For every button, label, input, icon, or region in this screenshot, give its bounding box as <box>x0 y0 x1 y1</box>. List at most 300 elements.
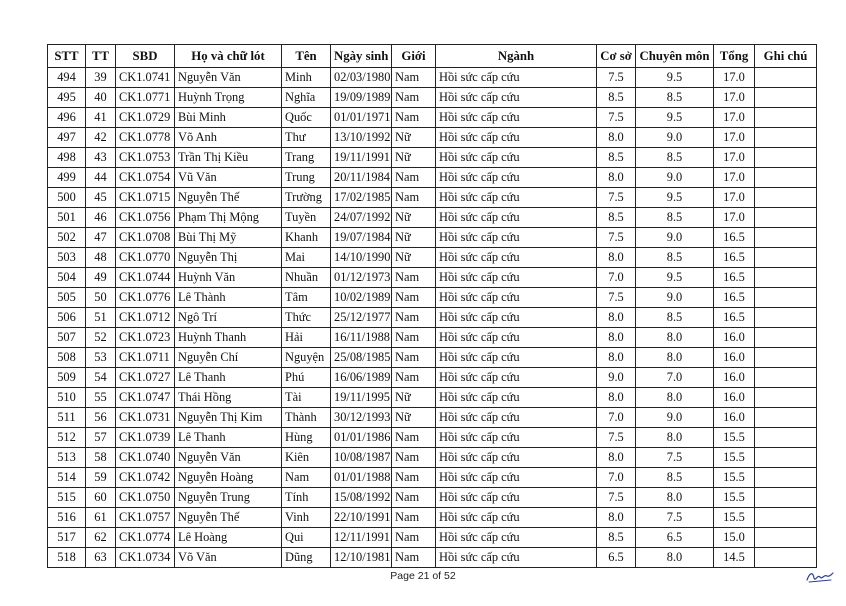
cell-ngay-sinh: 16/11/1988 <box>331 328 392 348</box>
cell-gioi: Nam <box>392 308 436 328</box>
cell-tong: 17.0 <box>714 188 755 208</box>
cell-ho-va-chu-lot: Bùi Thị Mỹ <box>175 228 282 248</box>
cell-ghi-chu <box>755 88 817 108</box>
cell-stt: 511 <box>48 408 86 428</box>
cell-stt: 515 <box>48 488 86 508</box>
page-footer: Page 21 of 52 <box>390 570 456 582</box>
cell-co-so: 8.0 <box>597 348 636 368</box>
table-row <box>48 348 817 368</box>
cell-ghi-chu <box>755 168 817 188</box>
cell-nganh: Hồi sức cấp cứu <box>436 108 597 128</box>
cell-ho-va-chu-lot: Lê Thanh <box>175 368 282 388</box>
cell-ngay-sinh: 01/12/1973 <box>331 268 392 288</box>
cell-ghi-chu <box>755 148 817 168</box>
cell-stt: 513 <box>48 448 86 468</box>
cell-nganh: Hồi sức cấp cứu <box>436 548 597 568</box>
cell-tong: 16.0 <box>714 328 755 348</box>
table-row <box>48 268 817 288</box>
cell-ngay-sinh: 19/09/1989 <box>331 88 392 108</box>
cell-stt: 505 <box>48 288 86 308</box>
cell-sbd: CK1.0708 <box>116 228 175 248</box>
cell-tt: 60 <box>86 488 116 508</box>
cell-gioi: Nam <box>392 168 436 188</box>
cell-nganh: Hồi sức cấp cứu <box>436 168 597 188</box>
cell-chuyen-mon: 8.0 <box>636 328 714 348</box>
cell-chuyen-mon: 9.0 <box>636 228 714 248</box>
cell-gioi: Nam <box>392 68 436 88</box>
cell-ngay-sinh: 25/08/1985 <box>331 348 392 368</box>
cell-nganh: Hồi sức cấp cứu <box>436 488 597 508</box>
cell-tt: 51 <box>86 308 116 328</box>
cell-tt: 63 <box>86 548 116 568</box>
cell-gioi: Nam <box>392 508 436 528</box>
header-tt: TT <box>86 45 116 68</box>
cell-sbd: CK1.0729 <box>116 108 175 128</box>
cell-gioi: Nam <box>392 288 436 308</box>
cell-co-so: 7.0 <box>597 268 636 288</box>
cell-stt: 506 <box>48 308 86 328</box>
table-row <box>48 128 817 148</box>
cell-ngay-sinh: 19/11/1995 <box>331 388 392 408</box>
cell-ten: Minh <box>282 68 331 88</box>
cell-stt: 499 <box>48 168 86 188</box>
cell-ngay-sinh: 14/10/1990 <box>331 248 392 268</box>
cell-nganh: Hồi sức cấp cứu <box>436 288 597 308</box>
cell-stt: 518 <box>48 548 86 568</box>
table-row <box>48 368 817 388</box>
cell-ngay-sinh: 10/02/1989 <box>331 288 392 308</box>
cell-chuyen-mon: 9.5 <box>636 68 714 88</box>
cell-ten: Thành <box>282 408 331 428</box>
cell-ghi-chu <box>755 288 817 308</box>
cell-ho-va-chu-lot: Nguyễn Thị <box>175 248 282 268</box>
cell-tong: 16.0 <box>714 388 755 408</box>
cell-gioi: Nam <box>392 428 436 448</box>
cell-ngay-sinh: 01/01/1986 <box>331 428 392 448</box>
cell-ten: Kiên <box>282 448 331 468</box>
table-row <box>48 288 817 308</box>
cell-nganh: Hồi sức cấp cứu <box>436 528 597 548</box>
cell-chuyen-mon: 9.5 <box>636 188 714 208</box>
cell-ngay-sinh: 15/08/1992 <box>331 488 392 508</box>
cell-co-so: 9.0 <box>597 368 636 388</box>
cell-gioi: Nữ <box>392 248 436 268</box>
cell-chuyen-mon: 8.0 <box>636 428 714 448</box>
cell-ho-va-chu-lot: Võ Anh <box>175 128 282 148</box>
table-row <box>48 68 817 88</box>
cell-ngay-sinh: 12/10/1981 <box>331 548 392 568</box>
cell-stt: 512 <box>48 428 86 448</box>
cell-ho-va-chu-lot: Phạm Thị Mộng <box>175 208 282 228</box>
cell-ten: Trường <box>282 188 331 208</box>
cell-ngay-sinh: 01/01/1988 <box>331 468 392 488</box>
cell-chuyen-mon: 8.5 <box>636 468 714 488</box>
header-ngay-sinh: Ngày sinh <box>331 45 392 68</box>
cell-ten: Hùng <box>282 428 331 448</box>
cell-chuyen-mon: 9.5 <box>636 108 714 128</box>
cell-sbd: CK1.0747 <box>116 388 175 408</box>
cell-tt: 48 <box>86 248 116 268</box>
table-row <box>48 108 817 128</box>
cell-co-so: 8.5 <box>597 208 636 228</box>
cell-co-so: 7.5 <box>597 488 636 508</box>
table-row <box>48 528 817 548</box>
cell-sbd: CK1.0741 <box>116 68 175 88</box>
cell-chuyen-mon: 9.0 <box>636 288 714 308</box>
cell-tong: 17.0 <box>714 208 755 228</box>
cell-ten: Dũng <box>282 548 331 568</box>
results-table <box>47 44 817 568</box>
table-row <box>48 228 817 248</box>
header-ho-va-chu-lot: Họ và chữ lót <box>175 45 282 68</box>
cell-stt: 504 <box>48 268 86 288</box>
cell-tong: 16.5 <box>714 228 755 248</box>
table-row <box>48 328 817 348</box>
cell-ten: Nguyện <box>282 348 331 368</box>
table-row <box>48 448 817 468</box>
cell-sbd: CK1.0753 <box>116 148 175 168</box>
cell-stt: 494 <box>48 68 86 88</box>
cell-nganh: Hồi sức cấp cứu <box>436 428 597 448</box>
header-co-so: Cơ sở <box>597 45 636 68</box>
cell-ngay-sinh: 24/07/1992 <box>331 208 392 228</box>
cell-chuyen-mon: 7.5 <box>636 508 714 528</box>
cell-ho-va-chu-lot: Nguyễn Văn <box>175 448 282 468</box>
table-row <box>48 208 817 228</box>
cell-tong: 16.0 <box>714 408 755 428</box>
cell-ghi-chu <box>755 348 817 368</box>
cell-ghi-chu <box>755 268 817 288</box>
cell-tong: 16.5 <box>714 288 755 308</box>
cell-gioi: Nam <box>392 188 436 208</box>
cell-ten: Trang <box>282 148 331 168</box>
table-row <box>48 248 817 268</box>
cell-tong: 16.5 <box>714 268 755 288</box>
cell-ho-va-chu-lot: Thái Hồng <box>175 388 282 408</box>
cell-stt: 516 <box>48 508 86 528</box>
cell-tong: 16.0 <box>714 348 755 368</box>
cell-ngay-sinh: 13/10/1992 <box>331 128 392 148</box>
cell-tt: 43 <box>86 148 116 168</box>
cell-co-so: 8.0 <box>597 168 636 188</box>
cell-gioi: Nam <box>392 468 436 488</box>
cell-ho-va-chu-lot: Nguyễn Hoàng <box>175 468 282 488</box>
table-row <box>48 468 817 488</box>
cell-ghi-chu <box>755 408 817 428</box>
cell-tt: 58 <box>86 448 116 468</box>
cell-co-so: 8.5 <box>597 148 636 168</box>
cell-ngay-sinh: 20/11/1984 <box>331 168 392 188</box>
cell-ghi-chu <box>755 108 817 128</box>
cell-stt: 501 <box>48 208 86 228</box>
cell-ngay-sinh: 19/07/1984 <box>331 228 392 248</box>
cell-ho-va-chu-lot: Trần Thị Kiều <box>175 148 282 168</box>
cell-tong: 15.5 <box>714 428 755 448</box>
cell-chuyen-mon: 7.0 <box>636 368 714 388</box>
cell-sbd: CK1.0731 <box>116 408 175 428</box>
cell-sbd: CK1.0744 <box>116 268 175 288</box>
cell-sbd: CK1.0723 <box>116 328 175 348</box>
cell-chuyen-mon: 9.5 <box>636 268 714 288</box>
cell-ten: Quốc <box>282 108 331 128</box>
cell-ten: Tài <box>282 388 331 408</box>
cell-co-so: 8.0 <box>597 248 636 268</box>
table-row <box>48 408 817 428</box>
header-stt: STT <box>48 45 86 68</box>
cell-gioi: Nữ <box>392 208 436 228</box>
cell-ten: Tuyền <box>282 208 331 228</box>
cell-nganh: Hồi sức cấp cứu <box>436 148 597 168</box>
cell-tong: 15.5 <box>714 488 755 508</box>
cell-nganh: Hồi sức cấp cứu <box>436 448 597 468</box>
cell-ten: Nghĩa <box>282 88 331 108</box>
cell-ho-va-chu-lot: Vũ Văn <box>175 168 282 188</box>
cell-stt: 517 <box>48 528 86 548</box>
cell-sbd: CK1.0712 <box>116 308 175 328</box>
cell-sbd: CK1.0778 <box>116 128 175 148</box>
cell-ghi-chu <box>755 128 817 148</box>
cell-gioi: Nữ <box>392 148 436 168</box>
cell-ghi-chu <box>755 328 817 348</box>
cell-gioi: Nữ <box>392 408 436 428</box>
cell-ngay-sinh: 25/12/1977 <box>331 308 392 328</box>
cell-co-so: 8.5 <box>597 528 636 548</box>
table-row <box>48 428 817 448</box>
cell-stt: 507 <box>48 328 86 348</box>
cell-sbd: CK1.0774 <box>116 528 175 548</box>
cell-nganh: Hồi sức cấp cứu <box>436 208 597 228</box>
cell-tt: 40 <box>86 88 116 108</box>
header-gioi: Giới <box>392 45 436 68</box>
cell-co-so: 7.0 <box>597 468 636 488</box>
header-nganh: Ngành <box>436 45 597 68</box>
cell-ngay-sinh: 22/10/1991 <box>331 508 392 528</box>
cell-nganh: Hồi sức cấp cứu <box>436 308 597 328</box>
table-row <box>48 548 817 568</box>
cell-co-so: 7.5 <box>597 288 636 308</box>
cell-ho-va-chu-lot: Huỳnh Thanh <box>175 328 282 348</box>
cell-tt: 44 <box>86 168 116 188</box>
cell-tt: 61 <box>86 508 116 528</box>
cell-chuyen-mon: 8.0 <box>636 488 714 508</box>
header-ten: Tên <box>282 45 331 68</box>
cell-tt: 56 <box>86 408 116 428</box>
cell-gioi: Nam <box>392 268 436 288</box>
cell-ngay-sinh: 01/01/1971 <box>331 108 392 128</box>
cell-gioi: Nam <box>392 328 436 348</box>
cell-stt: 500 <box>48 188 86 208</box>
cell-co-so: 8.0 <box>597 328 636 348</box>
cell-chuyen-mon: 6.5 <box>636 528 714 548</box>
cell-nganh: Hồi sức cấp cứu <box>436 388 597 408</box>
cell-ten: Vinh <box>282 508 331 528</box>
cell-nganh: Hồi sức cấp cứu <box>436 188 597 208</box>
cell-co-so: 8.0 <box>597 128 636 148</box>
cell-nganh: Hồi sức cấp cứu <box>436 468 597 488</box>
cell-chuyen-mon: 9.0 <box>636 408 714 428</box>
cell-co-so: 7.0 <box>597 408 636 428</box>
cell-nganh: Hồi sức cấp cứu <box>436 128 597 148</box>
cell-sbd: CK1.0770 <box>116 248 175 268</box>
cell-chuyen-mon: 8.0 <box>636 548 714 568</box>
cell-ho-va-chu-lot: Nguyễn Trung <box>175 488 282 508</box>
cell-chuyen-mon: 8.5 <box>636 248 714 268</box>
cell-sbd: CK1.0727 <box>116 368 175 388</box>
cell-stt: 508 <box>48 348 86 368</box>
cell-tong: 17.0 <box>714 168 755 188</box>
cell-stt: 502 <box>48 228 86 248</box>
cell-tt: 57 <box>86 428 116 448</box>
cell-ho-va-chu-lot: Huỳnh Văn <box>175 268 282 288</box>
cell-gioi: Nữ <box>392 388 436 408</box>
cell-tong: 15.0 <box>714 528 755 548</box>
cell-chuyen-mon: 8.5 <box>636 208 714 228</box>
cell-ngay-sinh: 19/11/1991 <box>331 148 392 168</box>
cell-ho-va-chu-lot: Lê Thanh <box>175 428 282 448</box>
cell-gioi: Nữ <box>392 228 436 248</box>
cell-ghi-chu <box>755 528 817 548</box>
cell-ghi-chu <box>755 388 817 408</box>
cell-gioi: Nam <box>392 548 436 568</box>
table-row <box>48 388 817 408</box>
cell-nganh: Hồi sức cấp cứu <box>436 368 597 388</box>
cell-ghi-chu <box>755 468 817 488</box>
cell-ho-va-chu-lot: Nguyễn Thị Kim <box>175 408 282 428</box>
cell-gioi: Nam <box>392 108 436 128</box>
cell-nganh: Hồi sức cấp cứu <box>436 88 597 108</box>
cell-ho-va-chu-lot: Nguyễn Văn <box>175 68 282 88</box>
cell-tong: 16.5 <box>714 248 755 268</box>
cell-tt: 45 <box>86 188 116 208</box>
table-row <box>48 308 817 328</box>
cell-nganh: Hồi sức cấp cứu <box>436 328 597 348</box>
cell-tong: 17.0 <box>714 148 755 168</box>
cell-ghi-chu <box>755 68 817 88</box>
cell-nganh: Hồi sức cấp cứu <box>436 268 597 288</box>
table-body <box>48 68 817 568</box>
cell-tong: 17.0 <box>714 108 755 128</box>
cell-ho-va-chu-lot: Ngô Trí <box>175 308 282 328</box>
cell-co-so: 7.5 <box>597 428 636 448</box>
header-tong: Tổng <box>714 45 755 68</box>
cell-tt: 55 <box>86 388 116 408</box>
cell-sbd: CK1.0771 <box>116 88 175 108</box>
cell-ghi-chu <box>755 488 817 508</box>
cell-sbd: CK1.0742 <box>116 468 175 488</box>
cell-ngay-sinh: 30/12/1993 <box>331 408 392 428</box>
cell-tt: 49 <box>86 268 116 288</box>
header-sbd: SBD <box>116 45 175 68</box>
cell-stt: 514 <box>48 468 86 488</box>
cell-ghi-chu <box>755 228 817 248</box>
cell-chuyen-mon: 8.5 <box>636 308 714 328</box>
cell-ghi-chu <box>755 548 817 568</box>
signature-mark <box>805 568 835 584</box>
cell-gioi: Nam <box>392 528 436 548</box>
cell-co-so: 8.0 <box>597 308 636 328</box>
cell-ghi-chu <box>755 248 817 268</box>
cell-ten: Tính <box>282 488 331 508</box>
cell-nganh: Hồi sức cấp cứu <box>436 228 597 248</box>
cell-ho-va-chu-lot: Nguyễn Chí <box>175 348 282 368</box>
cell-ho-va-chu-lot: Bùi Minh <box>175 108 282 128</box>
cell-ghi-chu <box>755 368 817 388</box>
cell-co-so: 7.5 <box>597 108 636 128</box>
cell-sbd: CK1.0757 <box>116 508 175 528</box>
header-chuyen-mon: Chuyên môn <box>636 45 714 68</box>
cell-sbd: CK1.0776 <box>116 288 175 308</box>
cell-tong: 15.5 <box>714 508 755 528</box>
cell-ghi-chu <box>755 308 817 328</box>
cell-tong: 17.0 <box>714 88 755 108</box>
cell-ten: Thức <box>282 308 331 328</box>
cell-nganh: Hồi sức cấp cứu <box>436 408 597 428</box>
cell-tong: 14.5 <box>714 548 755 568</box>
cell-ten: Nam <box>282 468 331 488</box>
cell-nganh: Hồi sức cấp cứu <box>436 248 597 268</box>
cell-tong: 15.5 <box>714 468 755 488</box>
cell-tt: 59 <box>86 468 116 488</box>
cell-ho-va-chu-lot: Võ Văn <box>175 548 282 568</box>
table-row <box>48 168 817 188</box>
cell-sbd: CK1.0715 <box>116 188 175 208</box>
cell-nganh: Hồi sức cấp cứu <box>436 508 597 528</box>
cell-gioi: Nam <box>392 88 436 108</box>
cell-ho-va-chu-lot: Lê Thành <box>175 288 282 308</box>
cell-ten: Trung <box>282 168 331 188</box>
cell-tt: 41 <box>86 108 116 128</box>
cell-tong: 16.5 <box>714 308 755 328</box>
cell-tt: 42 <box>86 128 116 148</box>
cell-ten: Hải <box>282 328 331 348</box>
table-row <box>48 88 817 108</box>
cell-ten: Mai <box>282 248 331 268</box>
cell-tt: 53 <box>86 348 116 368</box>
cell-tt: 50 <box>86 288 116 308</box>
cell-ngay-sinh: 02/03/1980 <box>331 68 392 88</box>
cell-sbd: CK1.0734 <box>116 548 175 568</box>
cell-ho-va-chu-lot: Nguyễn Thế <box>175 508 282 528</box>
cell-nganh: Hồi sức cấp cứu <box>436 68 597 88</box>
cell-co-so: 7.5 <box>597 68 636 88</box>
cell-ten: Qui <box>282 528 331 548</box>
cell-gioi: Nam <box>392 368 436 388</box>
cell-ngay-sinh: 12/11/1991 <box>331 528 392 548</box>
cell-gioi: Nam <box>392 488 436 508</box>
cell-tt: 46 <box>86 208 116 228</box>
cell-ghi-chu <box>755 508 817 528</box>
cell-tong: 16.0 <box>714 368 755 388</box>
table-row <box>48 188 817 208</box>
cell-stt: 498 <box>48 148 86 168</box>
cell-stt: 503 <box>48 248 86 268</box>
cell-tt: 54 <box>86 368 116 388</box>
cell-stt: 510 <box>48 388 86 408</box>
cell-ngay-sinh: 16/06/1989 <box>331 368 392 388</box>
cell-sbd: CK1.0740 <box>116 448 175 468</box>
table-row <box>48 148 817 168</box>
cell-sbd: CK1.0739 <box>116 428 175 448</box>
cell-gioi: Nữ <box>392 128 436 148</box>
cell-stt: 497 <box>48 128 86 148</box>
cell-tong: 17.0 <box>714 68 755 88</box>
cell-co-so: 8.5 <box>597 88 636 108</box>
cell-ghi-chu <box>755 428 817 448</box>
cell-stt: 509 <box>48 368 86 388</box>
cell-co-so: 7.5 <box>597 188 636 208</box>
cell-ten: Tâm <box>282 288 331 308</box>
cell-co-so: 6.5 <box>597 548 636 568</box>
